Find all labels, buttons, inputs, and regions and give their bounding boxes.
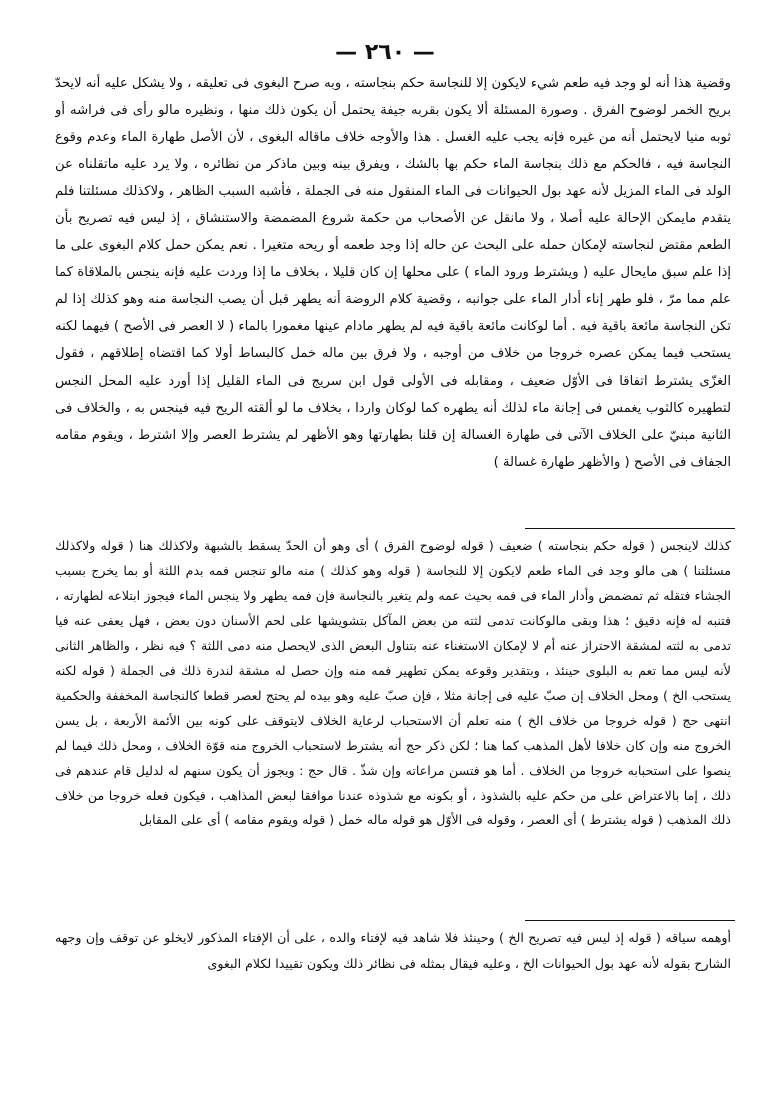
footnote-separator-lower [525,920,735,921]
commentary-upper: كذلك لاينجس ( قوله حكم بنجاسته ) ضعيف ( قوله لوضوح الفرق ) أى وهو أن الحدّ يسقط بالشبهة ولاكذلك هنا ( قوله ولاكذلك مسئلتنا ) هى مالو وجد فى الماء طعم لايكون إلا للنجاسة ( قوله وهو كذلك ) منه مالو تنجس فمه بدم اللثة أو بما يخرج بسبب الجشاء فتقله ثم تمضمض وأدار الماء فى فمه بحيث عمه ولم يتغير بالنجاسة فإن فمه يطهر ولا ينجس الماء فيجوز ابتلاعه لطهارته ، فتنبه له فإنه دقيق ؛ هذا وبقى مالوكانت تدمى لثته من بعض المآكل بتشويشها على لحم الأسنان دون بعض ، فهل يعفى عنه فيا تدمى به لثته لمشقة الاحتراز عنه أم لا لإمكان الاستغناء عنه بتناول البعض الذى لايحصل منه دمى اللثة ؟ فيه نظر ، والظاهر الثانى لأنه ليس مما تعم به البلوى حينئذ ، وبتقدير وقوعه يمكن تطهير فمه منه وإن حصل له مشقة لندرة ذلك فى الجملة ( قوله لكنه يستحب الخ ) ومحل الخلاف إن صبّ عليه فى إجانة مثلا ، فإن صبّ عليه وهو بيده لم يحتج لعصر قطعا كالنجاسة المخففة والحكمية انتهى حج ( قوله خروجا من خلاف الخ ) منه تعلم أن الاستحباب لرعاية الخلاف لايتوقف على كونه بين الأئمة الأربعة ، بل يسن الخروج منه وإن كان خلافا لأهل المذهب كما هنا ؛ لكن ذكر حج أنه يشترط لاستحباب الخروج منه قوّة الخلاف ، ومحل ذلك فيما لم ينصوا على استحبابه خروجا من الخلاف . أما هو فتسن مراعاته وإن شذّ . قال حج : ويجوز أن يكون سنهم له لدليل قام عندهم فى ذلك ، إما بالاعتراض على من حكم عليه بالشذوذ ، أو بكونه مع شذوذه عندنا موافقا لبعض المذاهب ، فيكون فعله خروجا من خلاف ذلك المذهب ( قوله يشترط ) أى العصر ، وقوله فى الأوّل هو قوله ماله خمل ( قوله ويقوم مقامه ) أى على المقابل [55,538,731,828]
page-number: — ٢٦٠ — [335,40,435,65]
footnote-separator [525,528,735,529]
commentary-lower: أوهمه سياقه ( قوله إذ ليس فيه تصريح الخ ) وحينئذ فلا شاهد فيه لإفتاء والده ، على أن الإفتاء المذكور لايخلو عن توقف وإن وجهه الشارح بقوله لأنه عهد بول الحيوانات الخ ، وعليه فيقال بمثله فى نظائر ذلك ويكون تقييدا لكلام البغوى [55,930,731,971]
main-text: وقضية هذا أنه لو وجد فيه طعم شيء لايكون إلا للنجاسة حكم بنجاسته ، وبه صرح البغوى فى تعليقه ، ولا يشكل عليه أنه لايحدّ بريح الخمر لوضوح الفرق . وصورة المسئلة ألا يكون بقربه جيفة يحتمل أن يكون ذلك منها ، ونظيره مالو رأى فى فراشه أو ثوبه منيا لايحتمل أنه من غيره فإنه يجب عليه الغسل . هذا والأوجه خلاف ماقاله البغوى ، لأن الأصل طهارة الماء وعدم وقوع النجاسة فيه ، فالحكم مع ذلك بنجاسة الماء حكم بها بالشك ، ويفرق بينه وبين ماذكر من نظائره ، ولا يرد عليه ماتقلناه عن الولد فى الماء المزيل لأنه عهد بول الحيوانات فى الماء المنقول منه فى الجملة ، فأشبه السبب الظاهر ، ولاكذلك مسئلتنا فلم يتقدم مايمكن الإحالة عليه أصلا ، ولا مانقل عن الأصحاب من حكمة شروع المضمضة والاستنشاق ، إذ ليس فيه تصريح بأن الطعم مقتض لنجاسته لإمكان حمله على البحث عن حاله إذا وجد طعمه أو ريحه متغيرا . نعم يمكن حمل كلام البغوى على ما إذا علم سبق مايحال عليه ( ويشترط ورود الماء ) على محلها إن كان قليلا ، بخلاف ما إذا وردت عليه فإنه ينجس بالملاقاة كما علم مما مرّ ، فلو طهر إناء أدار الماء على جوانبه ، وقضية كلام الروضة أنه يطهر قبل أن يصب النجاسة منه وهو كذلك إذا لم تكن النجاسة مائعة باقية فيه . أما لوكانت مائعة باقية فيه لم يطهر مادام عينها مغمورا بالماء ( لا العصر فى الأصح ) فيهما لكنه يستحب فيما يمكن عصره خروجا من خلاف من أوجبه ، ولا فرق بين ماله خمل كالبساط أولا كما اقتضاه إطلاقهم ، فقول الغزّى يشترط اتفاقا فى الأوّل ضعيف ، ومقابله فى الأولى قول ابن سريج فى الماء القليل إذا أورد عليه المحل النجس لتطهيره كالثوب يغمس فى إجانة ماء لذلك أنه يطهره كما لوكان واردا ، بخلاف ما لو ألقته الريح فيه فينجس به ، والخلاف فى الثانية مبنيّ على الخلاف الآتى فى طهارة الغسالة إن قلنا بطهارتها وهو الأظهر لم يشترط العصر وإلا اشترط ، ويقوم مقامه الجفاف فى الأصح ( والأظهر طهارة غسالة ) [55,76,731,470]
